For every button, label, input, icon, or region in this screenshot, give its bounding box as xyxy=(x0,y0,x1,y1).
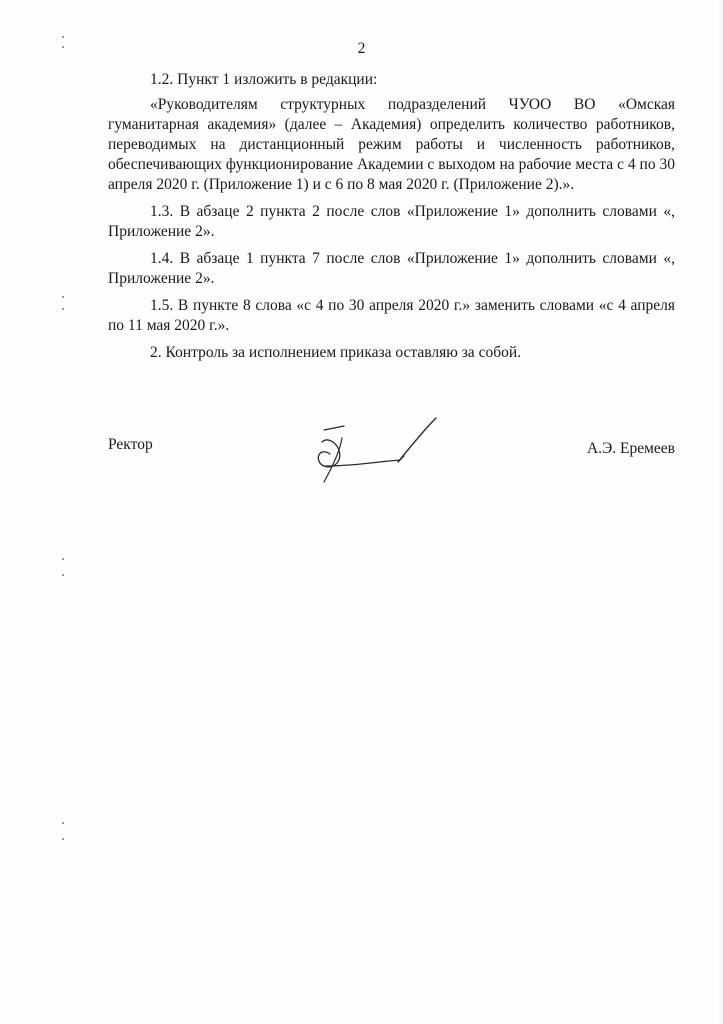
scan-artifact xyxy=(62,838,64,840)
paragraph-1-3: 1.3. В абзаце 2 пункта 2 после слов «Приложение 1» дополнить словами «, Приложение 2». xyxy=(108,203,675,240)
scan-artifact xyxy=(62,558,64,560)
scan-artifact xyxy=(62,46,64,48)
paragraph-1-2: 1.2. Пункт 1 изложить в редакции: xyxy=(150,71,378,88)
scan-artifact xyxy=(62,36,64,38)
scan-artifact xyxy=(62,822,64,824)
paragraph-1-4: 1.4. В абзаце 1 пункта 7 после слов «Приложение 1» дополнить словами «, Приложение 2». xyxy=(108,250,675,287)
document-body xyxy=(108,70,675,370)
paragraph-1-5: 1.5. В пункте 8 слова «с 4 по 30 апреля 2020 г.» заменить словами «с 4 апреля по 11 мая 2020 г.». xyxy=(108,297,675,334)
signatory-title: Ректор xyxy=(108,436,153,453)
signatory-name: А.Э. Еремеев xyxy=(586,440,675,457)
scan-artifact xyxy=(62,574,64,576)
signature-block xyxy=(108,416,675,496)
paragraph-quote: «Руководителям структурных подразделений ЧУОО ВО «Омская гуманитарная академия» (далее – Академия) определить количество работников, переводимых на дистанционный режим работы и численность работников, обеспечивающих функционирование Академии с выходом на рабочие места с 4 по 30 апреля 2020 г. (Приложение 1) и с 6 по 8 мая 2020 г. (Приложение 2).». xyxy=(108,96,675,193)
scan-artifact xyxy=(62,308,64,310)
scan-artifact xyxy=(62,296,64,298)
handwritten-signature xyxy=(304,416,454,488)
paragraph-2: 2. Контроль за исполнением приказа оставляю за собой. xyxy=(150,344,522,361)
page-number: 2 xyxy=(357,40,366,57)
scan-edge-shadow xyxy=(719,0,723,1024)
